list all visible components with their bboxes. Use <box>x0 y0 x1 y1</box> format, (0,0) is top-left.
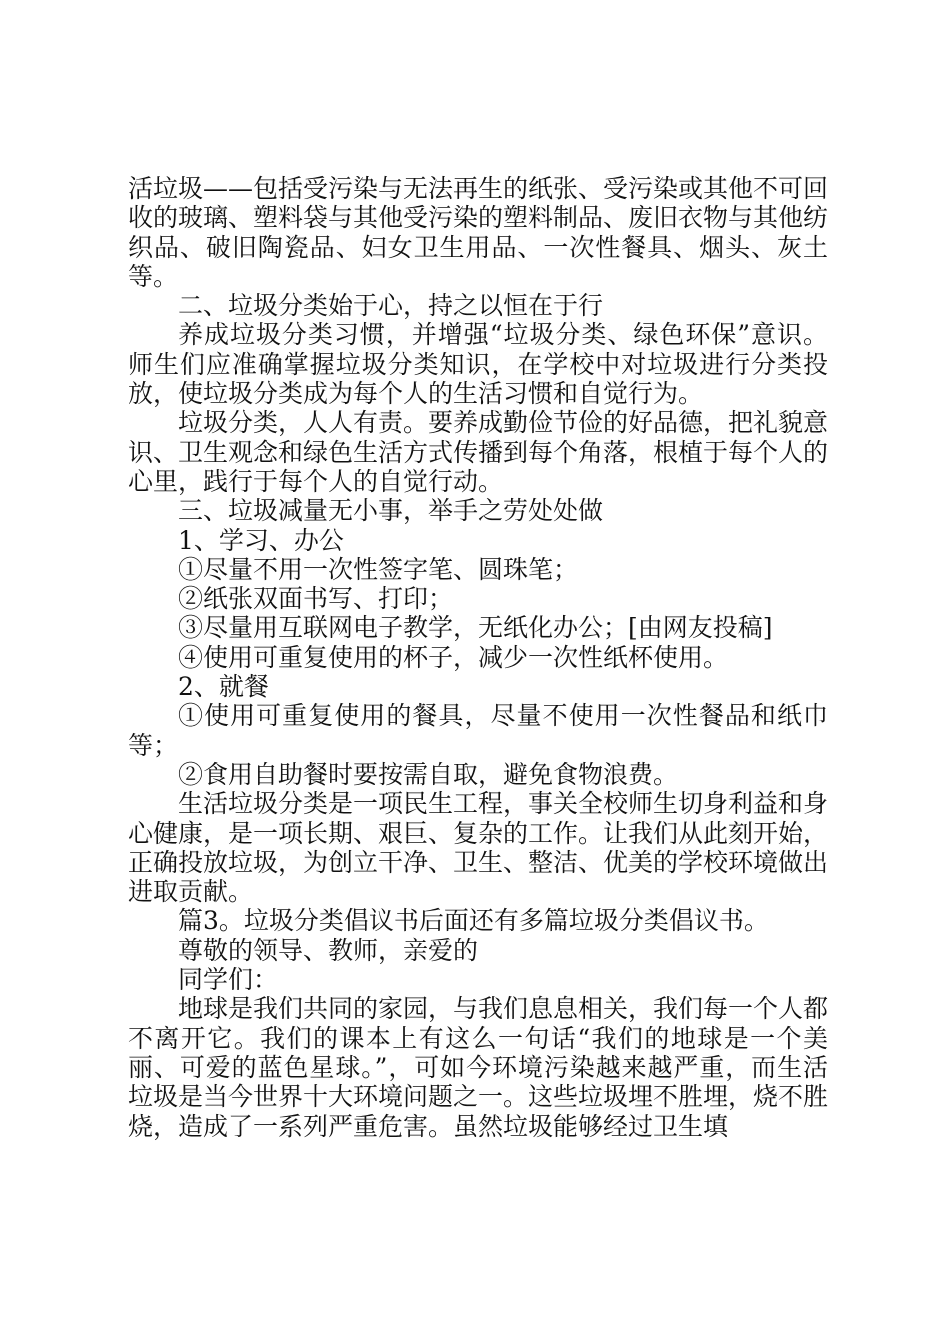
paragraph: 生活垃圾分类是一项民生工程，事关全校师生切身利益和身心健康，是一项长期、艰巨、复杂的工作。让我们从此刻开始，正确投放垃圾，为创立干净、卫生、整洁、优美的学校环境做出进取贡献。 <box>128 789 829 907</box>
section-heading: 二、垃圾分类始于心，持之以恒在于行 <box>178 291 604 321</box>
paragraph: 地球是我们共同的家园，与我们息息相关，我们每一个人都不离开它。我们的课本上有这么一句话“我们的地球是一个美丽、可爱的蓝色星球。”，可如今环境污染越来越严重，而生活垃圾是当今世界十大环境问题之一。这些垃圾埋不胜埋，烧不胜烧，造成了一系列严重危害。虽然垃圾能够经过卫生填 <box>128 994 829 1141</box>
subsection-heading: 2、就餐 <box>178 672 269 702</box>
list-item: ①使用可重复使用的餐具，尽量不使用一次性餐品和纸巾等； <box>128 701 828 760</box>
section-heading: 三、垃圾减量无小事，举手之劳处处做 <box>178 496 604 526</box>
salutation: 同学们： <box>178 965 279 995</box>
paragraph: 垃圾分类，人人有责。要养成勤俭节俭的好品德，把礼貌意识、卫生观念和绿色生活方式传播到每个角落，根植于每个人的心里，践行于每个人的自觉行动。 <box>128 408 829 496</box>
list-item: ①尽量不用一次性签字笔、圆珠笔； <box>178 554 579 584</box>
list-item: ④使用可重复使用的杯子，减少一次性纸杯使用。 <box>178 642 729 672</box>
subsection-heading: 1、学习、办公 <box>178 525 344 555</box>
document-body <box>128 174 828 1141</box>
paragraph: 活垃圾——包括受污染与无法再生的纸张、受污染或其他不可回收的玻璃、塑料袋与其他受污染的塑料制品、废旧衣物与其他纺织品、破旧陶瓷品、妇女卫生用品、一次性餐具、烟头、灰土等。 <box>128 174 829 291</box>
list-item: ②纸张双面书写、打印； <box>178 584 454 614</box>
salutation: 尊敬的领导、教师，亲爱的 <box>178 935 479 965</box>
list-item: ②食用自助餐时要按需自取，避免食物浪费。 <box>178 759 679 789</box>
list-item: ③尽量用互联网电子教学，无纸化办公；[由网友投稿] <box>178 613 773 643</box>
article-heading: 篇3。垃圾分类倡议书后面还有多篇垃圾分类倡议书。 <box>178 906 769 936</box>
paragraph: 养成垃圾分类习惯，并增强“垃圾分类、绿色环保”意识。师生们应准确掌握垃圾分类知识，在学校中对垃圾进行分类投放，使垃圾分类成为每个人的生活习惯和自觉行为。 <box>128 320 828 409</box>
